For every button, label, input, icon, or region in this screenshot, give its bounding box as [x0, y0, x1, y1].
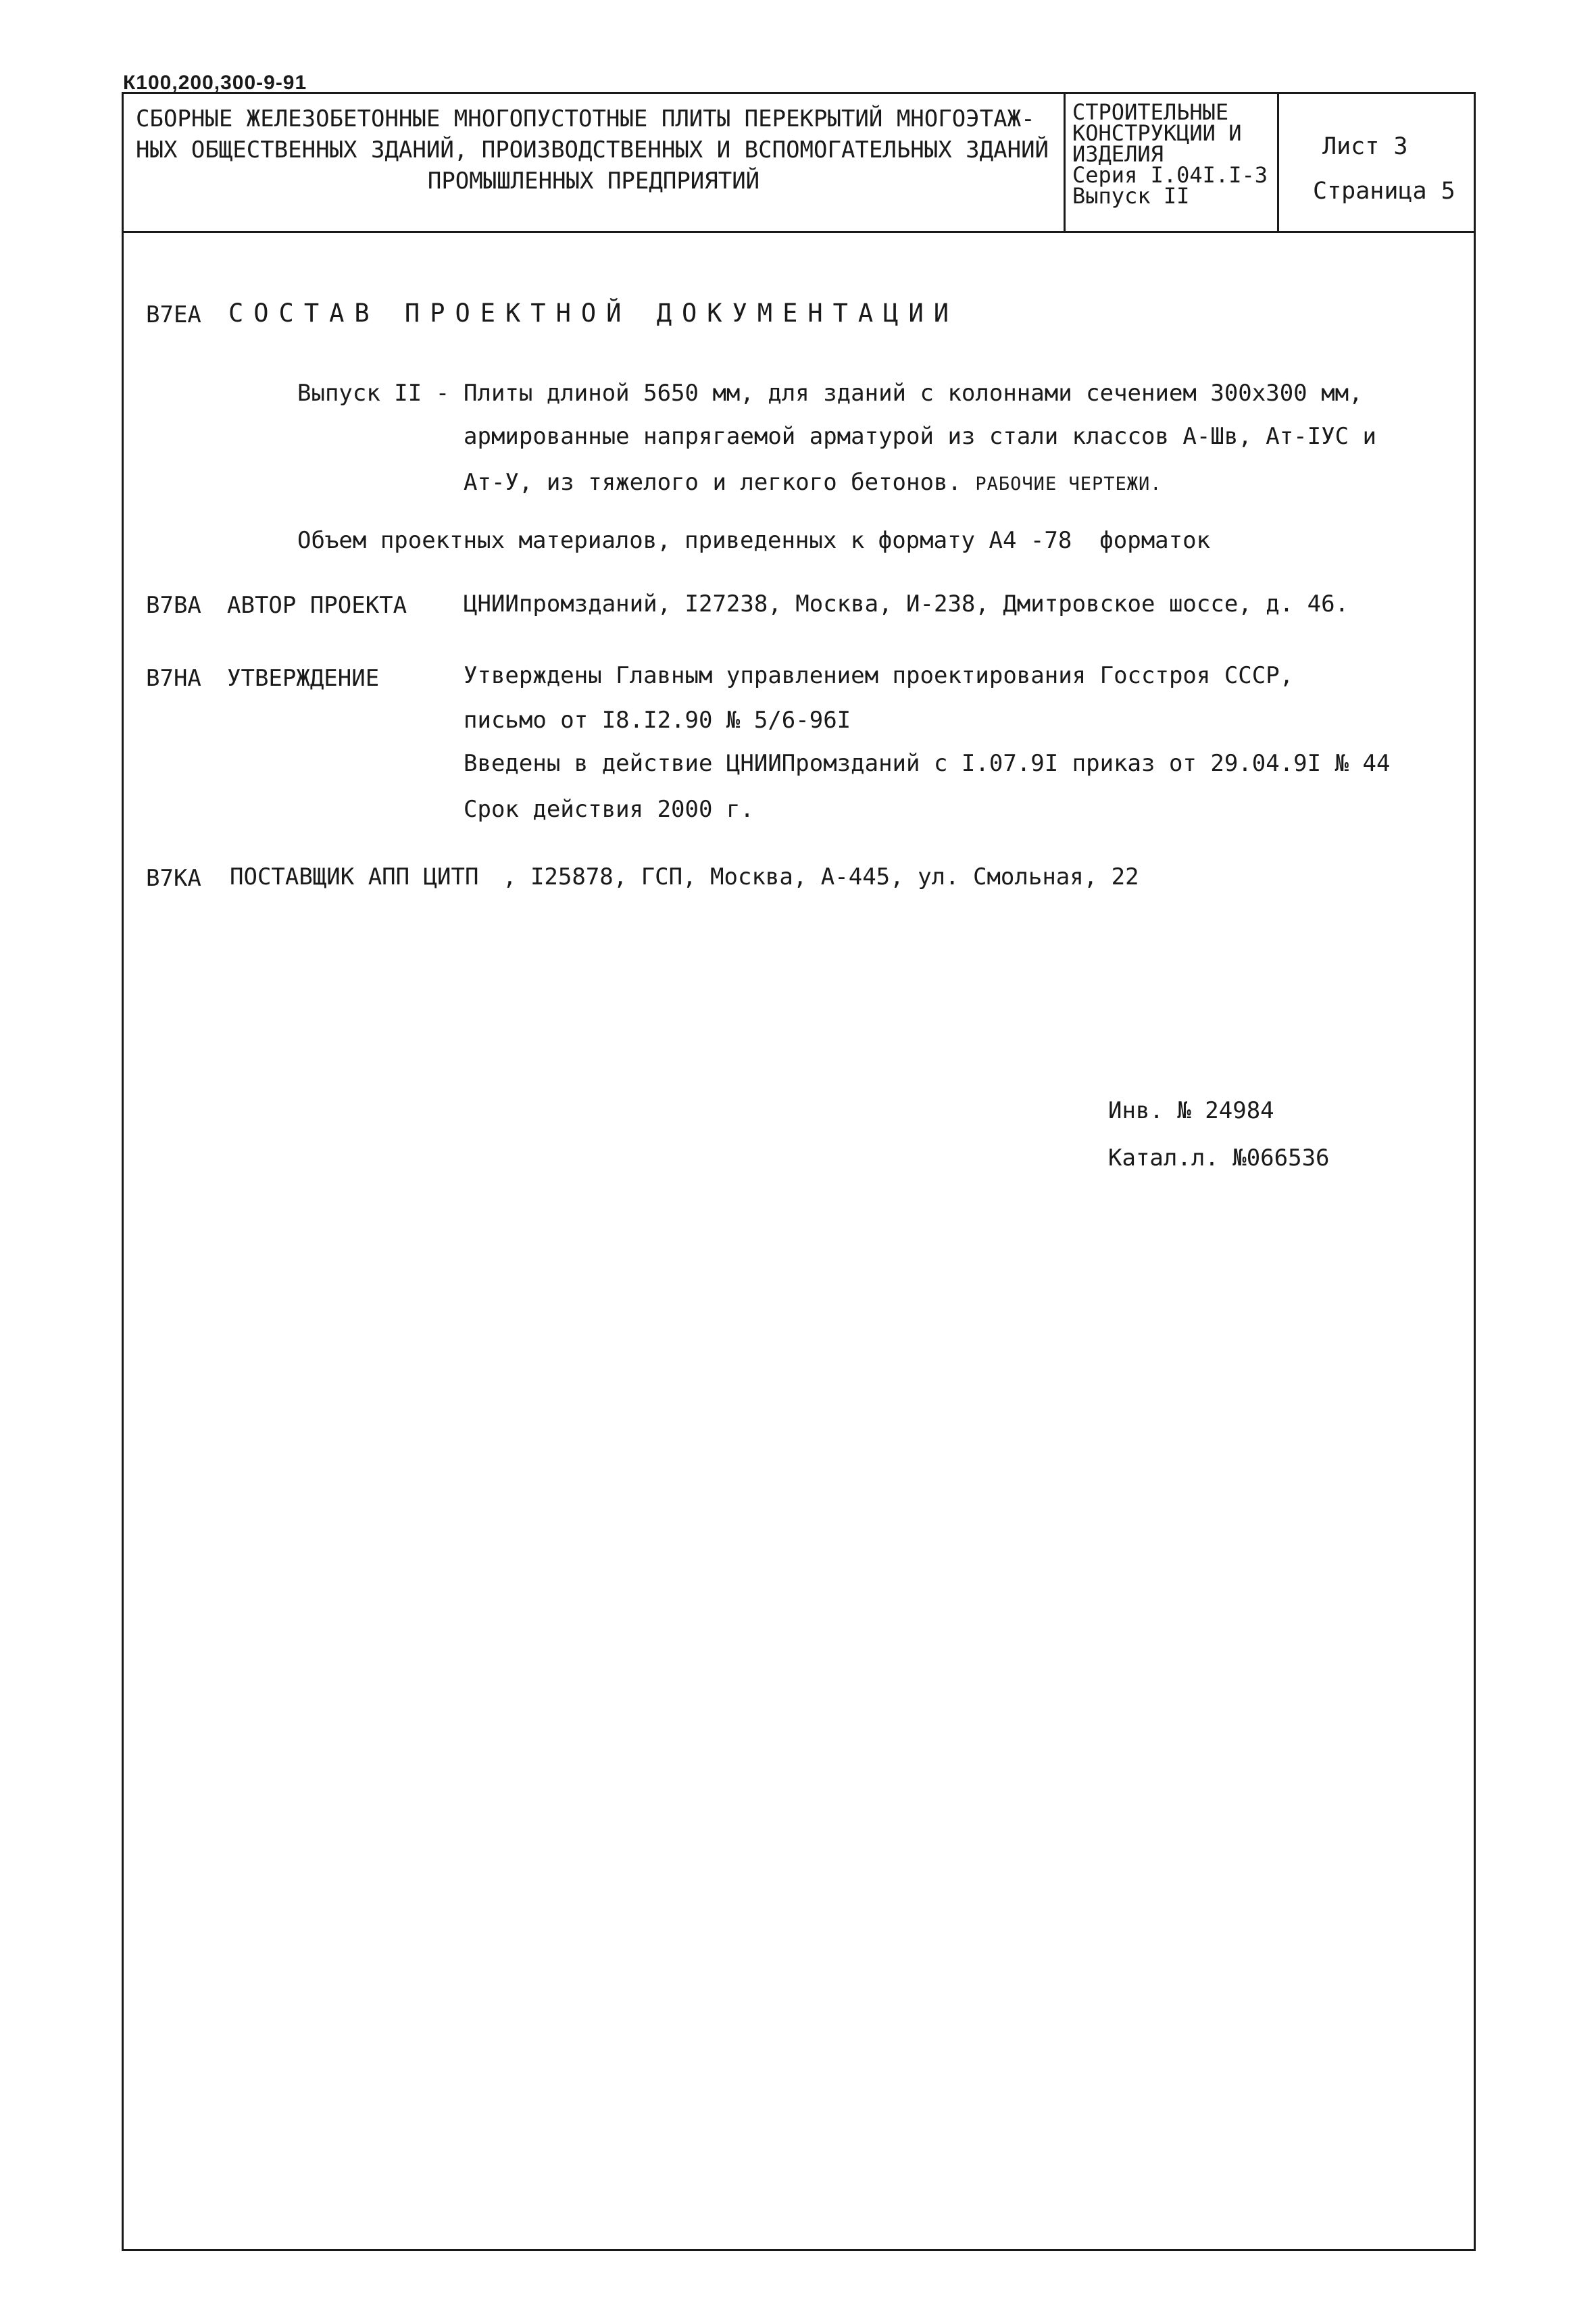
series-number: Серия I.04I.I-3 [1072, 162, 1268, 188]
author-value: ЦНИИпромзданий, I27238, Москва, И-238, Дмитровское шоссе, д. 46. [464, 590, 1349, 618]
supplier-label: ПОСТАВЩИК АПП ЦИТП [230, 863, 479, 890]
category-line-2: КОНСТРУКЦИИ И [1072, 120, 1242, 146]
document-code: К100,200,300-9-91 [123, 72, 307, 94]
title-line-3: ПРОМЫШЛЕННЫХ ПРЕДПРИЯТИЙ [427, 168, 760, 195]
volume-prefix: Объем проектных материалов, приведенных к формату А4 - [297, 527, 1045, 554]
approval-label: УТВЕРЖДЕНИЕ [227, 665, 380, 692]
issue-number: Выпуск II [1072, 183, 1190, 209]
composition-heading: СОСТАВ ПРОЕКТНОЙ ДОКУМЕНТАЦИИ [228, 299, 959, 328]
title-line-2: НЫХ ОБЩЕСТВЕННЫХ ЗДАНИЙ, ПРОИЗВОДСТВЕННЫХ И ВСПОМОГАТЕЛЬНЫХ ЗДАНИЙ [136, 136, 1049, 164]
volume-suffix: форматок [1099, 527, 1211, 554]
author-code: В7ВА [146, 592, 201, 619]
composition-line-3-note: РАБОЧИЕ ЧЕРТЕЖИ. [975, 474, 1162, 495]
approval-line-1: Утверждены Главным управлением проектирования Госстроя СССР, [464, 662, 1294, 689]
composition-line-3 [464, 469, 1162, 496]
title-block [124, 94, 1474, 233]
supplier-value: , I25878, ГСП, Москва, А-445, ул. Смольная, 22 [503, 863, 1139, 890]
approval-code: В7НА [146, 665, 201, 692]
composition-line-2: армированные напрягаемой арматурой из стали классов А-Шв, Ат-IУС и [464, 423, 1377, 450]
supplier-code: В7КА [146, 865, 201, 892]
page-number: Страница 5 [1313, 178, 1455, 205]
title-block-name [124, 94, 1066, 231]
category-line-3: ИЗДЕЛИЯ [1072, 141, 1164, 167]
sheet-number: Лист 3 [1322, 133, 1408, 160]
issue-label: Выпуск II - [297, 380, 450, 407]
composition-line-3-main: Ат-У, из тяжелого и легкого бетонов. [464, 469, 962, 496]
approval-line-4: Срок действия 2000 г. [464, 796, 754, 823]
approval-line-3: Введены в действие ЦНИИПромзданий с I.07.9I приказ от 29.04.9I № 44 [464, 750, 1391, 777]
title-line-1: СБОРНЫЕ ЖЕЛЕЗОБЕТОННЫЕ МНОГОПУСТОТНЫЕ ПЛИТЫ ПЕРЕКРЫТИЙ МНОГОЭТАЖ- [136, 105, 1035, 132]
document-frame [122, 92, 1476, 2251]
title-block-sheet [1279, 94, 1474, 231]
volume-value: 78 [1044, 527, 1072, 554]
inventory-number: Инв. № 24984 [1108, 1097, 1274, 1124]
composition-code: В7ЕА [146, 301, 201, 328]
volume-line [297, 527, 1210, 554]
author-label: АВТОР ПРОЕКТА [227, 592, 407, 619]
category-line-1: СТРОИТЕЛЬНЫЕ [1072, 99, 1229, 125]
approval-line-2: письмо от I8.I2.90 № 5/6-96I [464, 707, 851, 734]
composition-line-1: Плиты длиной 5650 мм, для зданий с колоннами сечением 300х300 мм, [464, 380, 1363, 407]
catalog-number: Катал.л. №066536 [1108, 1145, 1330, 1172]
title-block-series [1066, 94, 1279, 231]
